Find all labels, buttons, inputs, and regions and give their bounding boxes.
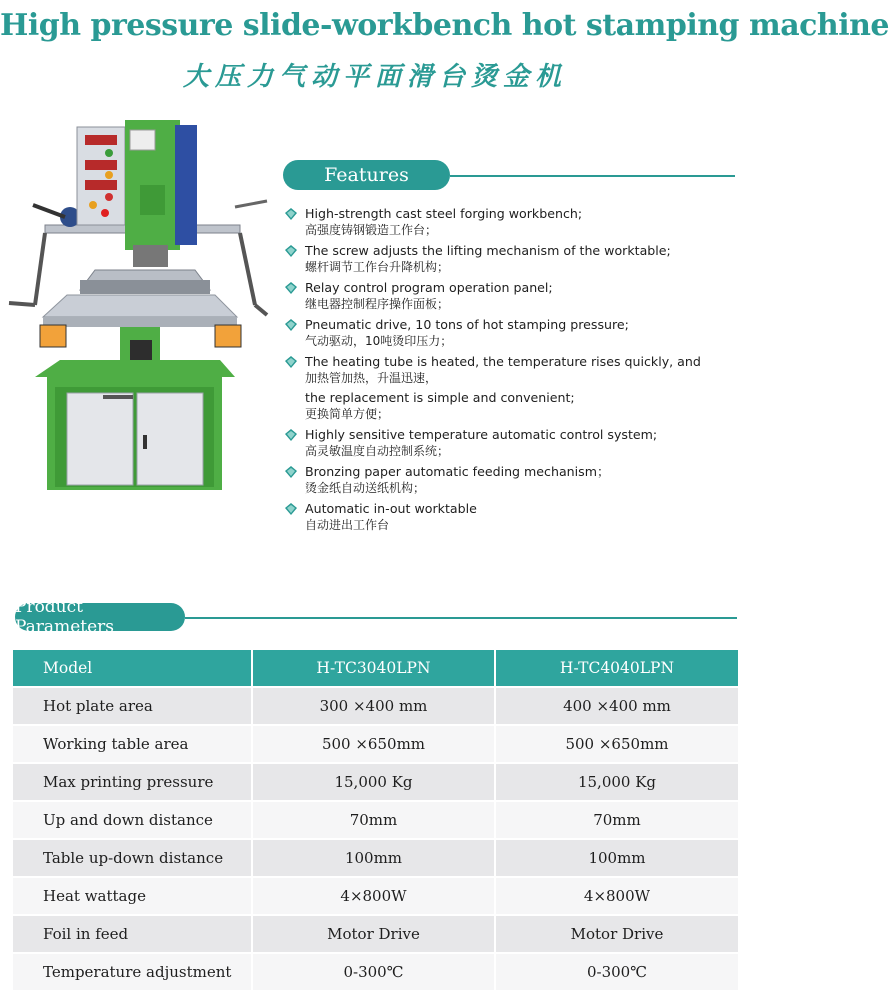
param-name: Heat wattage xyxy=(13,876,253,914)
param-value: 15,000 Kg xyxy=(496,762,738,800)
page-title: High pressure slide-workbench hot stamping machine xyxy=(0,8,889,43)
table-row xyxy=(13,914,738,952)
param-value: 0-300℃ xyxy=(253,952,496,990)
feature-item xyxy=(285,353,745,423)
feature-item xyxy=(285,500,745,534)
feature-text-cn: 烫金纸自动送纸机构； xyxy=(305,481,426,495)
param-value: 400 ×400 mm xyxy=(496,686,738,724)
hot-stamping-machine-illustration xyxy=(5,105,280,490)
diamond-bullet-icon xyxy=(285,356,297,368)
param-name: Max printing pressure xyxy=(13,762,253,800)
feature-text-en: Automatic in-out worktable xyxy=(305,501,477,516)
feature-text-en: Highly sensitive temperature automatic control system; xyxy=(305,427,658,442)
diamond-bullet-icon xyxy=(285,282,297,294)
param-value: 4×800W xyxy=(496,876,738,914)
param-value: Motor Drive xyxy=(496,914,738,952)
param-name: Working table area xyxy=(13,724,253,762)
feature-text-cn: 继电器控制程序操作面板； xyxy=(305,297,450,311)
param-value: 100mm xyxy=(253,838,496,876)
feature-text-cn: 高灵敏温度自动控制系统； xyxy=(305,444,450,458)
diamond-bullet-icon xyxy=(285,208,297,220)
feature-text-cn: 螺杆调节工作台升降机构； xyxy=(305,260,450,274)
param-value: 4×800W xyxy=(253,876,496,914)
column-header: Model xyxy=(13,650,253,686)
feature-text-en: the replacement is simple and convenient; xyxy=(305,390,575,405)
param-value: 70mm xyxy=(496,800,738,838)
parameters-divider xyxy=(185,617,737,619)
table-row xyxy=(13,724,738,762)
feature-text-cn: 更换简单方便； xyxy=(305,407,390,421)
param-name: Temperature adjustment xyxy=(13,952,253,990)
diamond-bullet-icon xyxy=(285,319,297,331)
feature-item xyxy=(285,426,745,460)
feature-text-cn: 自动进出工作台 xyxy=(305,518,390,532)
parameters-table xyxy=(13,650,738,990)
features-divider xyxy=(450,175,735,177)
param-name: Hot plate area xyxy=(13,686,253,724)
table-row xyxy=(13,838,738,876)
feature-text-cn: 高强度铸钢锻造工作台； xyxy=(305,223,438,237)
column-header: H-TC3040LPN xyxy=(253,650,496,686)
diamond-bullet-icon xyxy=(285,503,297,515)
feature-item xyxy=(285,316,745,350)
table-row xyxy=(13,876,738,914)
table-row xyxy=(13,952,738,990)
param-value: 100mm xyxy=(496,838,738,876)
diamond-bullet-icon xyxy=(285,466,297,478)
parameters-heading: Product Parameters xyxy=(15,603,185,631)
feature-item xyxy=(285,279,745,313)
feature-text-en: High-strength cast steel forging workbench; xyxy=(305,206,583,221)
feature-item xyxy=(285,242,745,276)
feature-text-en: Bronzing paper automatic feeding mechanism； xyxy=(305,464,610,479)
param-value: 15,000 Kg xyxy=(253,762,496,800)
param-value: 300 ×400 mm xyxy=(253,686,496,724)
feature-item xyxy=(285,205,745,239)
feature-list xyxy=(285,205,745,537)
param-name: Table up-down distance xyxy=(13,838,253,876)
column-header: H-TC4040LPN xyxy=(496,650,738,686)
param-value: 500 ×650mm xyxy=(253,724,496,762)
param-value: 500 ×650mm xyxy=(496,724,738,762)
feature-text-cn: 加热管加热，升温迅速， xyxy=(305,371,438,385)
table-header-row xyxy=(13,650,738,686)
feature-text-en: Pneumatic drive, 10 tons of hot stamping pressure; xyxy=(305,317,629,332)
table-row xyxy=(13,686,738,724)
param-value: 0-300℃ xyxy=(496,952,738,990)
param-name: Foil in feed xyxy=(13,914,253,952)
feature-text-en: The screw adjusts the lifting mechanism of the worktable; xyxy=(305,243,671,258)
diamond-bullet-icon xyxy=(285,245,297,257)
param-value: Motor Drive xyxy=(253,914,496,952)
param-value: 70mm xyxy=(253,800,496,838)
diamond-bullet-icon xyxy=(285,429,297,441)
feature-text-en: The heating tube is heated, the temperature rises quickly, and xyxy=(305,354,701,369)
features-heading: Features xyxy=(283,160,450,190)
page-subtitle-cn: 大压力气动平面滑台烫金机 xyxy=(182,62,567,92)
table-row xyxy=(13,762,738,800)
feature-text-cn: 气动驱动，10吨烫印压力； xyxy=(305,334,453,348)
feature-item xyxy=(285,463,745,497)
table-row xyxy=(13,800,738,838)
param-name: Up and down distance xyxy=(13,800,253,838)
feature-text-en: Relay control program operation panel; xyxy=(305,280,553,295)
